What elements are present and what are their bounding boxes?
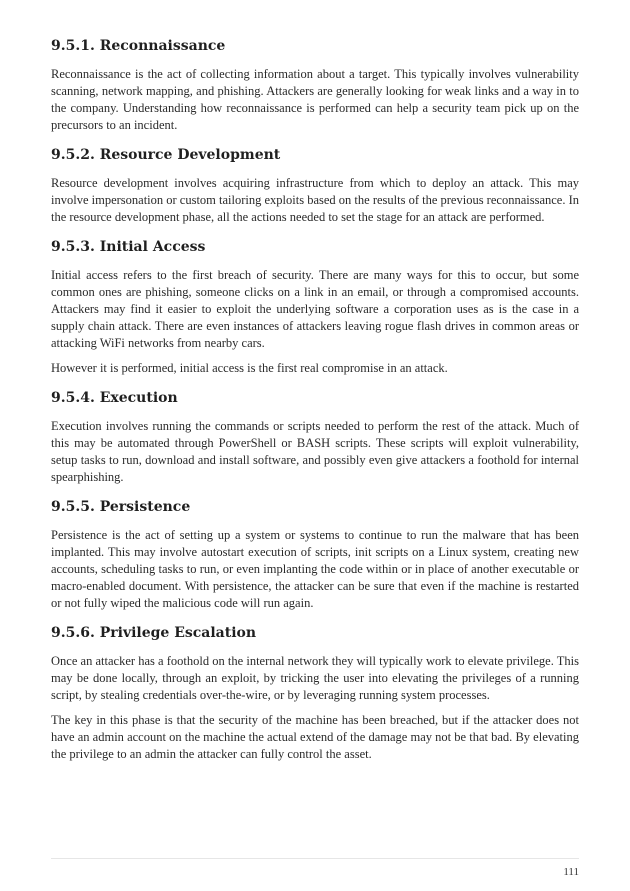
section-title: 9.5.3. Initial Access <box>51 239 206 255</box>
section-persistence <box>51 497 579 612</box>
paragraph: The key in this phase is that the security of the machine has been breached, but if the attacker does not have an admin account on the machine the actual extend of the damage may not be that bad. By elevating the privilege to an admin the attacker can fully control the asset. <box>51 713 579 761</box>
section-title: 9.5.2. Resource Development <box>51 147 281 163</box>
paragraph: Once an attacker has a foothold on the internal network they will typically work to elevate privilege. This may be done locally, through an exploit, by tricking the user into elevating the privileges of a running script, by stealing credentials over-the-wire, or by leveraging running system processes. <box>51 654 579 702</box>
section-privilege-escalation <box>51 623 579 763</box>
document-page <box>51 36 579 774</box>
paragraph: Execution involves running the commands or scripts needed to perform the rest of the attack. Much of this may be automated through PowerShell or BASH scripts. These scripts will exploit vulnerability, setup tasks to run, download and install software, and possibly even give attackers a foothold for internal spearphishing. <box>51 419 579 484</box>
section-resource-development <box>51 145 579 226</box>
footer-divider <box>51 858 579 859</box>
section-title: 9.5.1. Reconnaissance <box>51 38 226 54</box>
section-initial-access <box>51 237 579 377</box>
section-title: 9.5.6. Privilege Escalation <box>51 625 257 641</box>
page-number: 111 <box>563 866 579 878</box>
paragraph: Persistence is the act of setting up a system or systems to continue to run the malware that has been implanted. This may involve autostart execution of scripts, init scripts on a Linux system, creating new accounts, scheduling tasks to run, or even implanting the code within or in place of another executable or macro-enabled document. With persistence, the attacker can be sure that even if the machine is restarted or not fully wiped the malicious code will run again. <box>51 528 579 610</box>
paragraph: However it is performed, initial access is the first real compromise in an attack. <box>51 361 448 375</box>
section-title: 9.5.5. Persistence <box>51 499 191 515</box>
section-execution <box>51 388 579 486</box>
paragraph: Reconnaissance is the act of collecting information about a target. This typically involves vulnerability scanning, network mapping, and phishing. Attackers are generally looking for weak links and a way in to the company. Understanding how reconnaissance is performed can help a security team pick up on the precursors to an incident. <box>51 67 579 132</box>
section-reconnaissance <box>51 36 579 134</box>
paragraph: Initial access refers to the first breach of security. There are many ways for this to occur, but some common ones are phishing, someone clicks on a link in an email, or through a compromised accounts. Attackers may find it easier to exploit the underlying software a corporation uses as is the case in a supply chain attack. There are even instances of attackers leaving rogue flash drives in common areas or attacking WiFi networks from nearby cars. <box>51 268 579 350</box>
paragraph: Resource development involves acquiring infrastructure from which to deploy an attack. This may involve impersonation or custom tailoring exploits based on the results of the previous reconnaissance. In the resource development phase, all the actions needed to set the stage for an attack are performed. <box>51 176 580 224</box>
section-title: 9.5.4. Execution <box>51 390 178 406</box>
